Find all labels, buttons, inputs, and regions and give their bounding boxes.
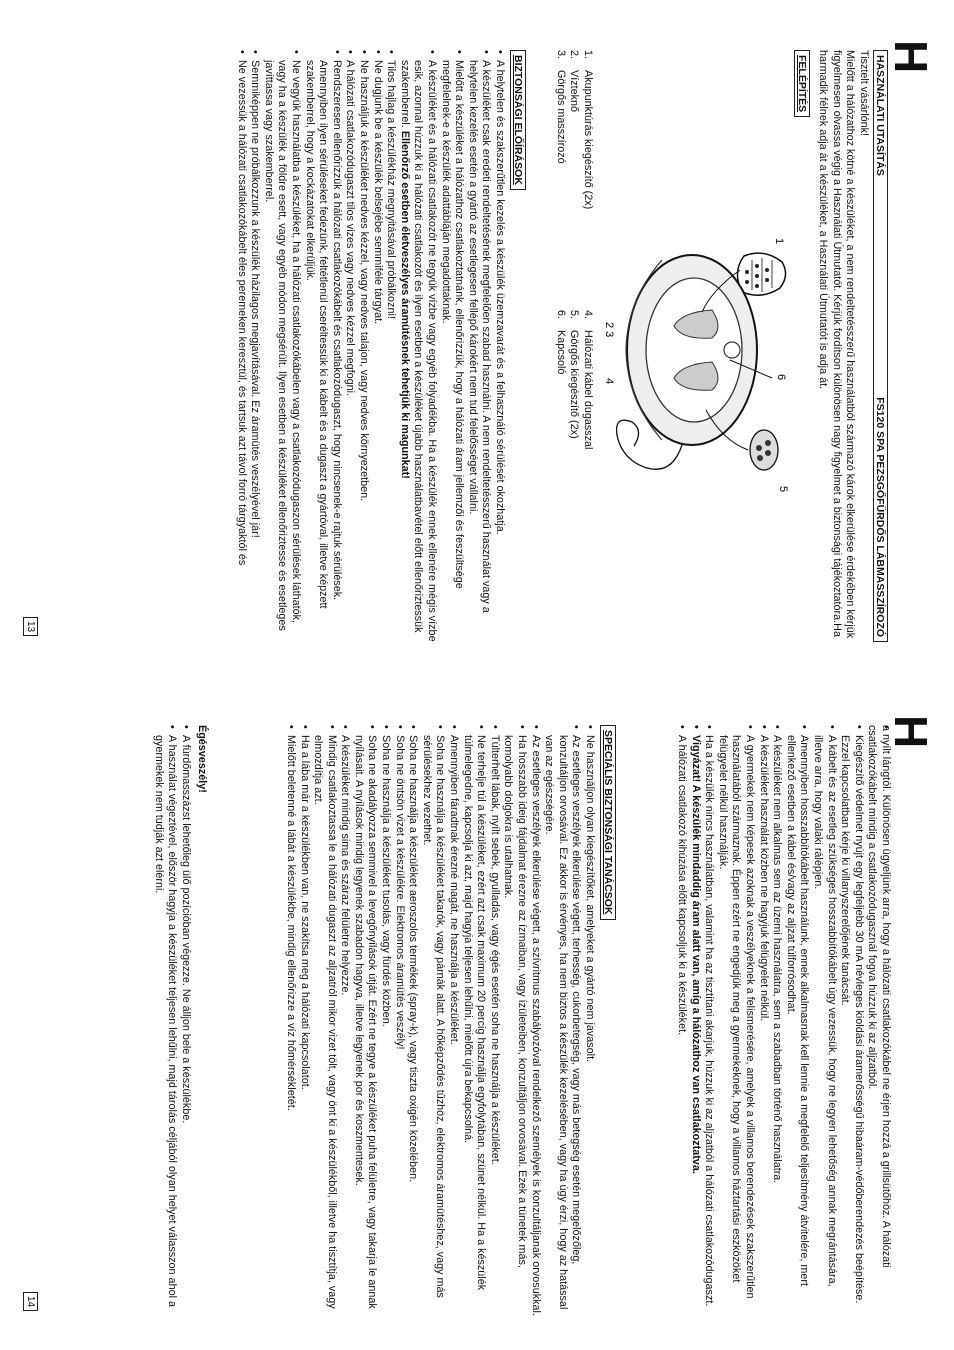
- list-item: • Semmiképpen ne próbálkozzunk a készülék házilagos megjavításával. Ez áramütés veszélyével jár!: [248, 50, 262, 642]
- list-item: • Túlterhelt lábak, nyílt sebek, gyulladás, vagy égés esetén soha ne használja a készüléket.: [487, 725, 501, 1317]
- section-heading-build: FELÉPÍTÉS: [794, 50, 810, 117]
- safety-list: [234, 50, 506, 642]
- list-item: • Ne dugjunk be a készülék belsejébe semmiféle tárgyat.: [370, 50, 384, 642]
- parts-item: 5. Görgős kiegészítő (2x): [568, 310, 581, 439]
- parts-list-right: [553, 310, 594, 530]
- list-item: • A készüléket és a hálózati csatlakozót ne tegyük vízbe vagy egyéb folyadékba. Ha a készülék ennek ellenére mégis vízbe esik, azonnal húzzuk ki a hálózati csatlakozót és ilyen esetben a készüléket újabb használatbavétel előtt ellenőriztessük szakemberrel. Ellenőrző esetben életveszélyes áramütésnek tehetjük ki magunkat!: [397, 50, 438, 642]
- page-14: [0, 675, 954, 1350]
- list-item: • Kiegészítő védelmet nyújt egy legfeljebb 30 mA névleges kioldási áramerősségű hibaáram-védőberendezés beépítése. Ezzel kapcsolatban kérje ki villanyszerelőjének tanácsát.: [838, 725, 865, 1317]
- list-item: • Ha a lába már a készülékben van, ne szakítsa meg a hálózati kapcsolatot.: [297, 725, 311, 1317]
- list-item: • Az esetleges veszélyek elkerülése végett, a szívritmus szabályozóval rendelkező személyek is konzultáljanak orvosukkal.: [528, 725, 542, 1317]
- list-item: • Soha ne akadályozza semmivel a levegőnyílások útját. Ezért ne tegye a készüléket puha felületre, vagy takarja le annak nyílásait. A nyílások mindig legyenek szabadon hagyva, illetve legyenek por és koszmentesek.: [351, 725, 378, 1317]
- list-item: • Mielőtt a készüléket a hálózathoz csatlakoztatnánk, ellenőrizzük, hogy a hálózati áram jellemzői és feszültsége megfelelnek-e a készülék adattábláján megadottaknak.: [438, 50, 465, 642]
- list-item: • Az esetleges veszélyek elkerülése végett, terhesség, cukorbetegség, vagy más betegség esetén megelőzőleg, konzultáljon orvosával. Ez akkor is érvényes, ha nem biztos a készülék kezelésében, vagy ha úgy érzi, hogy az hatással van az egészségére.: [542, 725, 583, 1317]
- burn-warning-heading: Égésveszély!: [196, 725, 208, 793]
- intro-paragraph: Mielőtt a hálózathoz kötné a készüléket, a nem rendeltetésszerű használatból származó károk elkerülése érdekében kérjük figyelmesen olvassa végig a Használati Útmutatót. Kérjük fordítson különösen nagy figyelmet a biztonsági tájékoztatóra.Ha harmadik félnek adja át a készüléket, a Használati Útmutatót is adja át.: [817, 50, 857, 639]
- language-mark: H: [885, 715, 937, 749]
- list-item: • A készüléket nem alkalmas sem az üzemi használatra, sem a szabadban történő használatra.: [770, 725, 784, 1317]
- list-item: • A fürdőmasszázst lehetőleg ülő pozícióban végezze. Ne álljon bele a készülékbe.: [178, 725, 192, 1317]
- callout-5: 5: [777, 486, 789, 493]
- list-item: • Soha ne használja a készüléket aeroszolos termékek (spray-k), vagy tiszta oxigén közelében.: [406, 725, 420, 1317]
- list-item: • Ne használjon olyan kiegészítőket, amelyeket a gyártó nem javasolt.: [582, 725, 596, 1317]
- continued-safety-list: [675, 725, 893, 1317]
- list-item: • Soha ne használja a készüléket takarók, vagy párnák alatt. A hőképződés tűzhöz, elektromos áramütéshez, vagy más sérülésekhez vezethet.: [419, 725, 446, 1317]
- manual-title-bar: [873, 50, 888, 642]
- special-safety-list: [283, 725, 596, 1317]
- list-item: • A készüléket használat közben ne hagyjuk felügyelet nélkül.: [756, 725, 770, 1317]
- list-item: • A készüléket csak eredeti rendeltetésének megfelelően szabad használni. A nem rendeltetésszerű használat vagy a helytelen kezelés esetén a gyártó az esetlegesen fellépő károkért nem tud felelősséget vállalni.: [465, 50, 492, 642]
- list-item: • Vigyázat! A készülék mindaddig áram alatt van, amíg a hálózathoz van csatlakoztatva.: [688, 725, 702, 1317]
- page-number: 14: [23, 1292, 38, 1311]
- callout-2-3: 2 3: [603, 322, 615, 338]
- page-number: 13: [23, 617, 38, 636]
- list-item: • A használat végeztével, először hagyja a készüléket teljesen lehűlni, majd tárolás céljából olyan helyet válasszon ahol a gyermekek nem tudják azt elérni.: [151, 725, 178, 1317]
- section-heading-special: SPECIÁLIS BIZTONSÁGI TANÁCSOK: [600, 725, 616, 920]
- list-item: • Amennyiben hosszabbítókábelt használunk, ennek alkalmasnak kell lennie a megfelelő teljesítmény átvitelére, mert ellenkező esetben a kábel és/vagy az aljzat túlforrósodhat.: [783, 725, 810, 1317]
- parts-list-left: [553, 50, 594, 270]
- list-item: • A kábelt és az esetleg szükséges hosszabbítókábelt úgy vezessük, hogy ne legyen lehetőség annak megrántására, illetve arra, hogy valaki rálépjen.: [810, 725, 837, 1317]
- final-list: [151, 725, 192, 1317]
- list-item: • Mielőtt beletenné a lábát a készülékbe, mindig ellenőrizze a víz hőmérsékletét.: [283, 725, 297, 1317]
- roller-accessory-drawing: [750, 430, 778, 470]
- parts-item: 2. Vízteknő: [568, 50, 581, 113]
- list-item: • Ha hosszabb ideig fájdalmat érezne az ízmaiban, vagy ízületeiben, konzultáljon orvosával. Ezek a tünetek más, komolyabb dolgokra is utalhatnak.: [501, 725, 528, 1317]
- list-item: • A hálózati csatlakozódugaszt tilos vizes vagy nedves kézzel megfogni.: [343, 50, 357, 642]
- list-item: • Amennyiben fáradtnak érezné magát, ne használja a készüléket.: [446, 725, 460, 1317]
- list-item: • Mindig csatlakoztassa le a hálózati dugaszt az aljzatról mikor vizet tölt, vagy önt ki a készülékből, illetve ha tisztítja, vagy elmozdítja azt.: [311, 725, 338, 1317]
- acupuncture-accessory-drawing: [737, 253, 785, 295]
- list-item: • Ne használjuk a készüléket nedves kézzel, vagy nedves talajon, vagy nedves környezetben.: [356, 50, 370, 642]
- parts-item: 3. Görgős masszírozó: [554, 50, 567, 164]
- greeting: Tisztelt vásárlónk!: [858, 50, 870, 137]
- list-item: • Rendszeresen ellenőrizzük a hálózati csatlakozókábelt és csatlakozódugaszt, hogy nincsenek-e rajtuk sérülések. Amennyiben ilyen sérüléseket fedezünk, feltétlenül cseréltessük ki a kábelt és a dugaszt a gyártóval, illetve képzett szakemberrel, hogy a kockázatokat elkerüljük.: [302, 50, 343, 642]
- list-item: • A készüléket mindig sima és száraz felületre helyezze.: [338, 725, 352, 1317]
- list-item: • A hálózati csatlakozó kihúzása előtt kapcsoljuk ki a készüléket.: [675, 725, 689, 1317]
- list-item: • Ha a készülék nincs használatban, valamint ha az tisztítani akarjuk, húzzuk ki az aljzatból a hálózati csatlakozódugaszt.: [702, 725, 716, 1317]
- product-title: FS120 SPA PEZSGŐFÜRDŐS LÁBMASSZÍROZÓ: [874, 397, 887, 637]
- list-item: • Ne terhelje túl a készüléket, ezért azt csak maximum 20 percig használja egyfolytában, szünet nélkül. Ha a készülék túlmelegedne, kapcsolja ki azt, majd hagyja teljesen lehűlni, mielőtt újra bekapcsolná.: [460, 725, 487, 1317]
- list-item: • A gyermekek nem képesek azoknak a veszélyeknek a felismerésére, amelyek a villamos berendezések szakszerűtlen használatából származnak. Éppen ezért ne engedjük meg a gyermekeknek, hogy a villamos háztartási eszközöket felügyelet nélkül használják.: [715, 725, 756, 1317]
- list-item: • Soha ne használja a készüléket tusolás, vagy fürdés közben.: [379, 725, 393, 1317]
- list-item: • Soha ne öntsön vizet a készülékre. Elektromos áramütés veszély!: [392, 725, 406, 1317]
- parts-item: 6. Kapcsoló: [554, 310, 567, 375]
- language-mark: H: [885, 40, 937, 74]
- parts-item: 1. Akupunktúrás kiegészítő (2x): [582, 50, 594, 210]
- callout-6: 6: [775, 374, 787, 381]
- section-heading-safety: BIZTONSÁGI ELŐÍRÁSOK: [510, 50, 526, 190]
- foot-basin-drawing: [626, 255, 757, 445]
- product-diagram: [602, 200, 792, 500]
- list-item: • Ne vegyük használatba a készüléket, ha a hálózati csatlakozókábelen vagy a csatlakozódugaszon sérülések láthatók, vagy ha a készülék a földre esett, vagy egyéb módon megsérült. Ilyen esetben a készüléket ellenőriztesse és esetleges javíttassa vagy szakemberrel.: [261, 50, 302, 642]
- manual-title: HASZNÁLATI UTASÍTÁS: [874, 55, 887, 176]
- safety-warning-bold: Ellenőrző esetben életveszélyes áramütésnek tehetjük ki magunkat!: [398, 130, 411, 479]
- intro-text: [816, 50, 870, 642]
- list-item: • a nyílt lángtól. Különösen ügyeljünk arra, hogy a hálózati csatlakozókábel ne érjen hozzá a grillsütőhöz. A hálózati csatlakozókábelt mindig a csatlakozódugasznál fogva húzzuk ki az aljzatból.: [865, 725, 892, 1317]
- callout-4: 4: [603, 378, 615, 385]
- list-item: • Ne vezessük a hálózati csatlakozókábelt éles peremeken keresztül, és tartsuk azt távol forró tárgyaktól és: [234, 50, 248, 642]
- parts-item: 4. Hálózati kábel dugasszal: [582, 310, 594, 450]
- list-item: • Tilos hajlag a készülékház megnyitásával próbálkozni!: [384, 50, 398, 642]
- list-item: • A helytelen és szakszerűtlen kezelés a készülék üzemzavarát és a felhasználó sérülését okozhatja.: [492, 50, 506, 642]
- callout-1: 1: [773, 238, 785, 245]
